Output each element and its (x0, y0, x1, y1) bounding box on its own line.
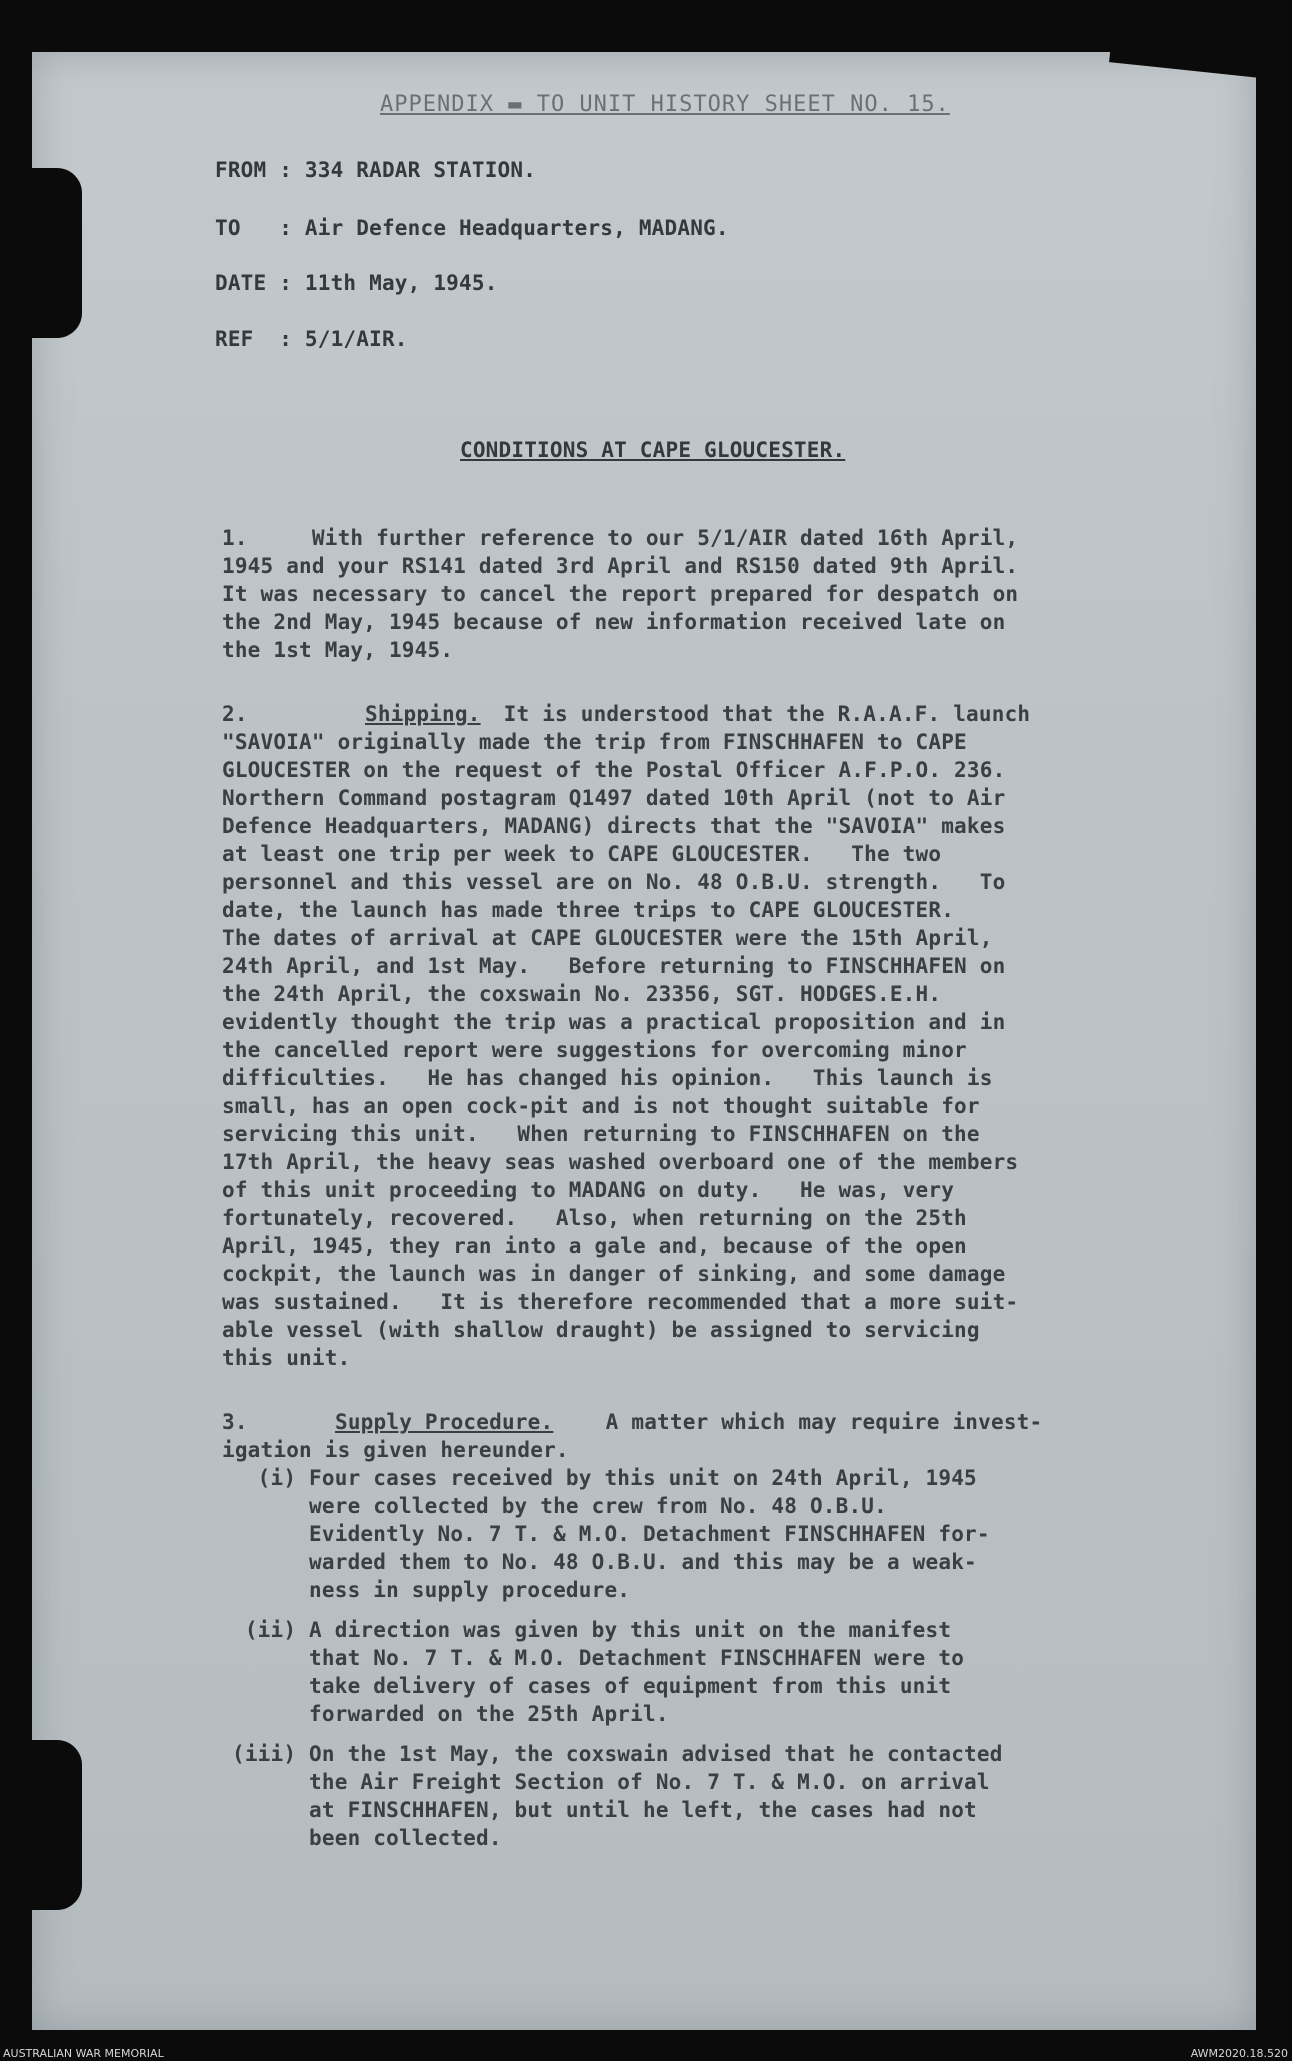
supply-item-line: the Air Freight Section of No. 7 T. & M.O. on arrival (232, 1770, 990, 1794)
para2-number: 2. (222, 702, 248, 726)
memo-ref: REF : 5/1/AIR. (215, 327, 408, 351)
para2-line: personnel and this vessel are on No. 48 O.B.U. strength. To (222, 870, 1006, 894)
para2-line: "SAVOIA" originally made the trip from FINSCHHAFEN to CAPE (222, 730, 967, 754)
para2-line: the 24th April, the coxswain No. 23356, SGT. HODGES.E.H. (222, 982, 942, 1006)
para3-heading: Supply Procedure. (335, 1410, 554, 1434)
footer-accession-number: AWM2020.18.520 (1190, 2047, 1288, 2060)
para1-line: 1945 and your RS141 dated 3rd April and RS150 dated 9th April. (222, 554, 1019, 578)
para2-line: cockpit, the launch was in danger of sinking, and some damage (222, 1262, 1006, 1286)
supply-item-line: forwarded on the 25th April. (232, 1702, 669, 1726)
para2-line: servicing this unit. When returning to FINSCHHAFEN on the (222, 1122, 980, 1146)
para2-line: was sustained. It is therefore recommended that a more suit- (222, 1290, 1019, 1314)
para2-first-line: It is understood that the R.A.A.F. launch (478, 702, 1031, 726)
memo-to: TO : Air Defence Headquarters, MADANG. (215, 216, 729, 240)
document-title: CONDITIONS AT CAPE GLOUCESTER. (460, 438, 846, 462)
supply-item-line: Evidently No. 7 T. & M.O. Detachment FINSCHHAFEN for- (232, 1522, 990, 1546)
memo-from: FROM : 334 RADAR STATION. (215, 158, 537, 182)
memo-date: DATE : 11th May, 1945. (215, 271, 498, 295)
para1-line: 1. With further reference to our 5/1/AIR dated 16th April, (222, 526, 1019, 550)
para1-line: It was necessary to cancel the report prepared for despatch on (222, 582, 1019, 606)
supply-item-line: at FINSCHHAFEN, but until he left, the cases had not (232, 1798, 977, 1822)
para2-line: April, 1945, they ran into a gale and, because of the open (222, 1234, 967, 1258)
para1-line: the 1st May, 1945. (222, 638, 454, 662)
supply-item-line: that No. 7 T. & M.O. Detachment FINSCHHAFEN were to (232, 1646, 965, 1670)
para2-line: Defence Headquarters, MADANG) directs that the "SAVOIA" makes (222, 814, 1006, 838)
para3-second-line: igation is given hereunder. (222, 1438, 569, 1462)
para2-line: evidently thought the trip was a practical proposition and in (222, 1010, 1006, 1034)
para1-line: the 2nd May, 1945 because of new information received late on (222, 610, 1006, 634)
para2-line: the cancelled report were suggestions for overcoming minor (222, 1038, 967, 1062)
supply-item-line: (iii) On the 1st May, the coxswain advised that he contacted (232, 1742, 1003, 1766)
para2-line: date, the launch has made three trips to CAPE GLOUCESTER. (222, 898, 955, 922)
para2-line: GLOUCESTER on the request of the Postal Officer A.F.P.O. 236. (222, 758, 1006, 782)
para2-line: at least one trip per week to CAPE GLOUCESTER. The two (222, 842, 942, 866)
footer-institution: AUSTRALIAN WAR MEMORIAL (3, 2047, 164, 2060)
supply-item-line: (i) Four cases received by this unit on 24th April, 1945 (232, 1466, 977, 1490)
para2-line: able vessel (with shallow draught) be assigned to servicing (222, 1318, 980, 1342)
supply-item-line: were collected by the crew from No. 48 O.B.U. (232, 1494, 887, 1518)
supply-item-line: warded them to No. 48 O.B.U. and this may be a weak- (232, 1550, 977, 1574)
para2-line: this unit. (222, 1346, 351, 1370)
supply-item-line: ness in supply procedure. (232, 1578, 631, 1602)
supply-item-line: take delivery of cases of equipment from this unit (232, 1674, 952, 1698)
para2-line: fortunately, recovered. Also, when returning on the 25th (222, 1206, 967, 1230)
para2-line: Northern Command postagram Q1497 dated 10th April (not to Air (222, 786, 1006, 810)
para2-line: 17th April, the heavy seas washed overboard one of the members (222, 1150, 1019, 1174)
para2-line: of this unit proceeding to MADANG on duty. He was, very (222, 1178, 955, 1202)
para2-line: difficulties. He has changed his opinion. This launch is (222, 1066, 993, 1090)
appendix-header: APPENDIX ▬ TO UNIT HISTORY SHEET NO. 15. (380, 92, 950, 117)
para2-line: The dates of arrival at CAPE GLOUCESTER were the 15th April, (222, 926, 993, 950)
para2-line: 24th April, and 1st May. Before returning to FINSCHHAFEN on (222, 954, 1006, 978)
para2-heading: Shipping. (365, 702, 481, 726)
supply-item-line: been collected. (232, 1826, 502, 1850)
para3-first-line: A matter which may require invest- (580, 1410, 1043, 1434)
supply-item-line: (ii) A direction was given by this unit on the manifest (232, 1618, 952, 1642)
para3-number: 3. (222, 1410, 248, 1434)
para2-line: small, has an open cock-pit and is not thought suitable for (222, 1094, 980, 1118)
